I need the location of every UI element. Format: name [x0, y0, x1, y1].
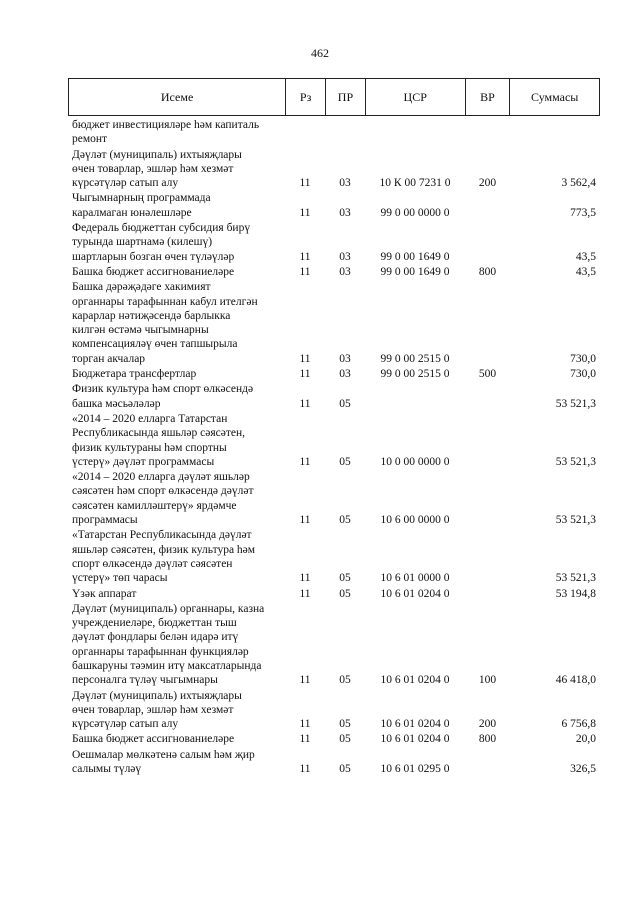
table-row [68, 382, 600, 411]
row-name [68, 265, 285, 279]
row-rz: 11 [299, 265, 311, 278]
row-name-line: сәясәтен камилләштерү» ярдәмче [72, 499, 237, 512]
row-pr: 05 [339, 397, 351, 410]
header-rz: Рз [285, 79, 325, 115]
row-name [68, 382, 285, 411]
row-name-line: Бюджетара трансфертлар [72, 368, 197, 381]
row-name-line: Федераль бюджеттан субсидия бирү [72, 222, 251, 235]
row-csr: 99 0 00 0000 0 [380, 206, 450, 219]
row-pr: 05 [339, 763, 351, 776]
row-pr: 03 [339, 352, 351, 365]
row-rz: 11 [299, 763, 311, 776]
row-vr: 200 [478, 718, 497, 731]
row-pr: 03 [339, 177, 351, 190]
header-pr: ПР [325, 79, 365, 115]
row-pr: 03 [339, 265, 351, 278]
row-sum: 46 418,0 [555, 674, 596, 687]
row-vr: 200 [478, 177, 497, 190]
row-name-line: Дәүләт (муниципаль) ихтыяҗлары [72, 148, 242, 161]
row-csr: 10 6 01 0204 0 [380, 674, 450, 687]
row-rz: 11 [299, 397, 311, 410]
row-name [68, 118, 285, 147]
row-csr: 10 6 01 0295 0 [380, 763, 450, 776]
row-name [68, 280, 285, 366]
table-row [68, 265, 600, 279]
row-sum: 53 194,8 [555, 587, 596, 600]
row-name [68, 587, 285, 601]
row-sum: 53 521,3 [555, 455, 596, 468]
row-pr: 05 [339, 674, 351, 687]
row-rz: 11 [299, 352, 311, 365]
row-csr: 10 6 01 0204 0 [380, 733, 450, 746]
row-csr: 10 6 00 0000 0 [380, 514, 450, 527]
row-name [68, 528, 285, 585]
row-name [68, 748, 285, 777]
row-rz: 11 [299, 587, 311, 600]
row-sum: 43,5 [575, 265, 596, 278]
row-csr: 99 0 00 1649 0 [380, 265, 450, 278]
row-name [68, 148, 285, 191]
row-name [68, 732, 285, 746]
row-name-line: Чыгымнарның программада [72, 192, 211, 205]
row-rz: 11 [299, 177, 311, 190]
row-name [68, 689, 285, 732]
row-name-line: башкаруны тәэмин итү максатларында [72, 659, 262, 672]
table-row [68, 221, 600, 264]
row-name-line: Башка бюджет ассигнованиеләре [72, 733, 235, 746]
row-sum: 773,5 [570, 206, 596, 219]
row-name-line: учреждениеләре, бюджеттан тыш [72, 617, 237, 630]
row-name [68, 221, 285, 264]
row-csr: 99 0 00 1649 0 [380, 250, 450, 263]
row-vr: 500 [478, 368, 497, 381]
table-row [68, 280, 600, 366]
row-rz: 11 [299, 455, 311, 468]
row-csr: 99 0 00 2515 0 [380, 368, 450, 381]
row-csr: 99 0 00 2515 0 [380, 352, 450, 365]
row-name-line: спорт өлкәсендә дәүләт сәясәтен [72, 557, 233, 570]
row-sum: 53 521,3 [555, 572, 596, 585]
row-name-line: Дәүләт (муниципаль) ихтыяҗлары [72, 689, 242, 702]
row-name-line: Физик культура һәм спорт өлкәсендә [72, 383, 254, 396]
row-csr: 10 6 01 0204 0 [380, 587, 450, 600]
table-body [68, 118, 600, 777]
table-row [68, 748, 600, 777]
row-name-line: башка мәсьәләләр [72, 397, 161, 410]
row-name-line: шартларын бозган өчен түләүләр [72, 250, 235, 263]
row-name-line: программасы [72, 514, 138, 527]
row-sum: 53 521,3 [555, 397, 596, 410]
row-pr: 05 [339, 733, 351, 746]
row-name-line: ремонт [72, 133, 108, 146]
row-name-line: турында шартнамә (килешү) [72, 236, 213, 249]
row-rz: 11 [299, 572, 311, 585]
table-row [68, 587, 600, 601]
row-name-line: Үзәк аппарат [72, 587, 137, 600]
table-row [68, 412, 600, 469]
row-name-line: үстерү» төп чарасы [72, 572, 168, 585]
row-name [68, 367, 285, 381]
table-row [68, 689, 600, 732]
row-name-line: компенсацияләү өчен тапшырыла [72, 338, 238, 351]
header-csr: ЦСР [365, 79, 465, 115]
row-pr: 05 [339, 587, 351, 600]
table-row [68, 148, 600, 191]
row-name-line: өчен товарлар, эшләр һәм хезмәт [72, 703, 234, 716]
row-sum: 326,5 [570, 763, 596, 776]
row-pr: 03 [339, 250, 351, 263]
row-name-line: органнары тарафыннан кабул ителгән [72, 295, 258, 308]
table-row [68, 367, 600, 381]
row-name-line: «Татарстан Республикасында дәүләт [72, 529, 252, 542]
row-pr: 05 [339, 455, 351, 468]
row-name-line: салымы түләү [72, 763, 142, 776]
row-name-line: күрсәтүләр сатып алу [72, 718, 179, 731]
row-sum: 43,5 [575, 250, 596, 263]
row-pr: 05 [339, 718, 351, 731]
row-name-line: Башка бюджет ассигнованиеләре [72, 265, 235, 278]
row-name-line: Республикасында яшьләр сәясәтен, [72, 427, 246, 440]
row-pr: 03 [339, 368, 351, 381]
table-row [68, 528, 600, 585]
row-name-line: үстерү» дәүләт программасы [72, 455, 215, 468]
row-vr: 100 [478, 674, 497, 687]
row-name-line: сәясәтен һәм спорт өлкәсендә дәүләт [72, 485, 254, 498]
row-csr: 10 6 01 0204 0 [380, 718, 450, 731]
header-sum: Суммасы [509, 79, 599, 115]
page-number: 462 [311, 46, 329, 60]
row-name-line: Оешмалар мөлкәтенә салым һәм җир [72, 748, 255, 761]
row-csr: 10 К 00 7231 0 [379, 177, 451, 190]
row-vr: 800 [478, 733, 497, 746]
row-sum: 730,0 [570, 352, 596, 365]
row-name-line: Башка дәрәҗәдәге хакимият [72, 281, 211, 294]
row-name [68, 191, 285, 220]
row-rz: 11 [299, 206, 311, 219]
row-name [68, 470, 285, 527]
row-name-line: күрсәтүләр сатып алу [72, 177, 179, 190]
row-pr: 05 [339, 514, 351, 527]
row-name-line: өчен товарлар, эшләр һәм хезмәт [72, 162, 234, 175]
row-name-line: карарлар нәтиҗәсендә барлыкка [72, 309, 231, 322]
row-sum: 6 756,8 [561, 718, 596, 731]
row-sum: 730,0 [570, 368, 596, 381]
row-rz: 11 [299, 674, 311, 687]
row-rz: 11 [299, 250, 311, 263]
row-name-line: килгән өстәмә чыгымнарны [72, 324, 209, 337]
row-name-line: каралмаган юнәлешләре [72, 206, 192, 219]
row-name-line: торган акчалар [72, 352, 146, 365]
row-name-line: «2014 – 2020 елларга Татарстан [72, 412, 228, 425]
row-name-line: яшьләр сәясәтен, физик культура һәм [72, 543, 256, 556]
table-row [68, 118, 600, 147]
row-name-line: физик культураны һәм спортны [72, 441, 227, 454]
row-name-line: Дәүләт (муниципаль) органнары, казна [72, 602, 265, 615]
row-name-line: персоналга түләү чыгымнары [72, 674, 218, 687]
row-sum: 20,0 [575, 733, 596, 746]
table-row [68, 602, 600, 688]
row-name-line: «2014 – 2020 елларга дәүләт яшьләр [72, 471, 250, 484]
row-sum: 3 562,4 [561, 177, 596, 190]
table-row [68, 191, 600, 220]
row-rz: 11 [299, 733, 311, 746]
row-rz: 11 [299, 368, 311, 381]
row-rz: 11 [299, 514, 311, 527]
row-vr: 800 [478, 265, 497, 278]
header-name: Исеме [160, 89, 194, 104]
row-name-line: органнары тарафыннан функцияләр [72, 645, 249, 658]
row-pr: 05 [339, 572, 351, 585]
row-sum: 53 521,3 [555, 514, 596, 527]
row-name-line: дәүләт фондлары белән идарә итү [72, 631, 239, 644]
row-csr: 10 0 00 0000 0 [380, 455, 450, 468]
table-row [68, 732, 600, 746]
row-rz: 11 [299, 718, 311, 731]
row-name-line: бюджет инвестицияләре һәм капиталь [72, 119, 260, 131]
table-header [68, 78, 600, 116]
table-row [68, 470, 600, 527]
row-csr: 10 6 01 0000 0 [380, 572, 450, 585]
row-pr: 03 [339, 206, 351, 219]
row-name [68, 602, 285, 688]
header-vr: ВР [465, 79, 510, 115]
row-name [68, 412, 285, 469]
